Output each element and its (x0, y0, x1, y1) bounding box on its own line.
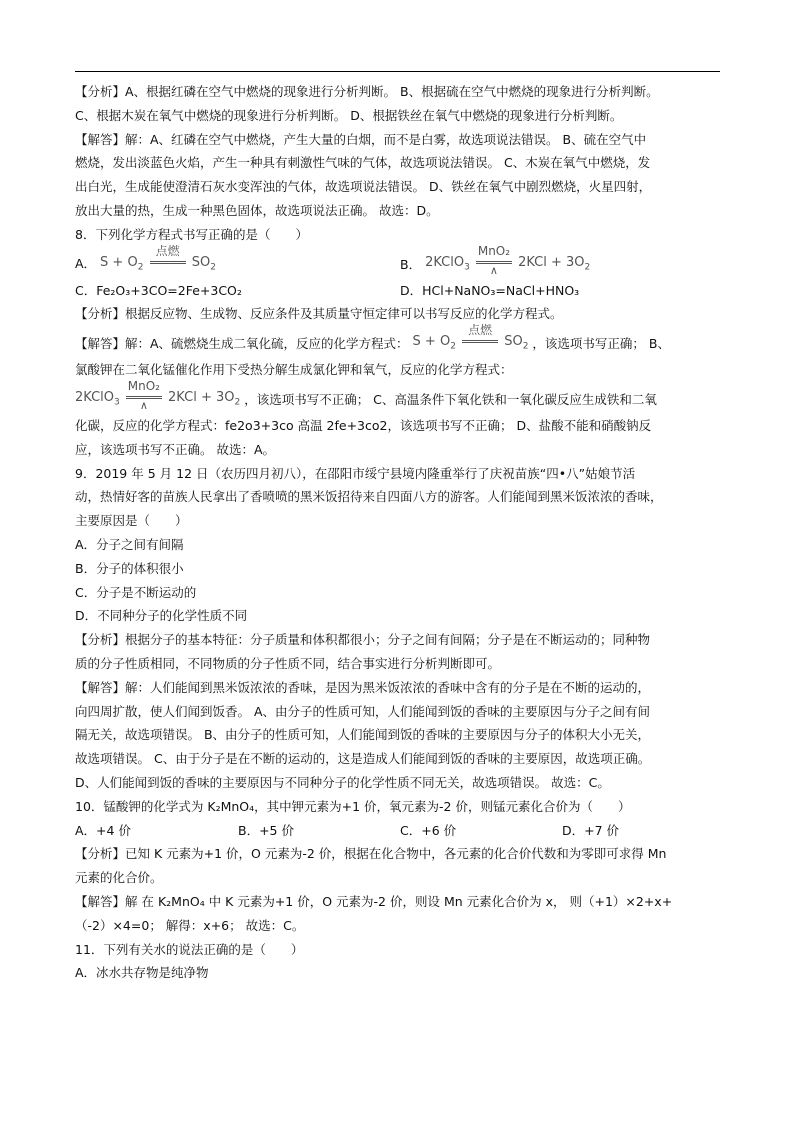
option-label: A． (75, 256, 97, 272)
q10-options (75, 819, 735, 843)
option-label: B． (400, 256, 422, 272)
equation-s-o2: $S + O_2$ 点燃 $SO_2$ (100, 247, 216, 284)
equation-kclo3: 2KClO$_3$ MnO₂ ∧ $2KCl + 3O_2$ (75, 378, 241, 412)
q8-analysis: 【分析】根据反应物、生成物、反应条件及其质量守恒定律可以书写反应的化学方程式。 (75, 306, 563, 322)
q8-stem: 8．下列化学方程式书写正确的是（ ） (75, 226, 308, 242)
q10-option-c: C．+6 价 (400, 822, 457, 838)
q8-answer-line: 氯酸钾在二氧化锰催化作用下受热分解生成氯化钾和氧气，反应的化学方程式： (75, 362, 513, 378)
q9-answer: 【解答】解：人们能闻到黑米饭浓浓的香味，是因为黑米饭浓浓的香味中含有的分子是在不断的运动的， (75, 679, 651, 695)
q10-answer: 【解答】解 在 K₂MnO₄ 中 K 元素为+1 价，O 元素为-2 价，则设 Mn 元素化合价为 x， 则（+1）×2+x+ (75, 893, 673, 909)
q7-analysis-line: 【分析】A、根据红磷在空气中燃烧的现象进行分析判断。 B、根据硫在空气中燃烧的现象进行分析判断。 (75, 84, 659, 99)
q9-answer: D、人们能闻到饭的香味的主要原因与不同种分子的化学性质不同无关，故选项错误。 故选：C。 (75, 774, 610, 790)
q8-options-ab (75, 243, 735, 279)
q10-option-a: A．+4 价 (75, 822, 131, 838)
q11-stem: 11．下列有关水的说法正确的是（ ） (75, 941, 304, 957)
header-rule (75, 71, 720, 72)
q9-line: 主要原因是（ ） (75, 513, 188, 529)
q10-option-b: B．+5 价 (238, 822, 294, 838)
q7-answer-line: 放出大量的热，生成一种黑色固体，故选项说法正确。 故选：D。 (75, 202, 439, 218)
q8-options-cd (75, 279, 735, 303)
q9-analysis: 【分析】根据分子的基本特征：分子质量和体积都很小；分子之间有间隔；分子是在不断运动的；同种物 (75, 632, 651, 648)
q9-answer: 隔无关，故选项错误。 B、由分子的性质可知，人们能闻到饭的香味的主要原因与分子的体积大小无关， (75, 727, 651, 743)
q8-answer-line: 化碳，反应的化学方程式：fe2o3+3co 高温 2fe+3co2，该选项书写不正确； D、盐酸不能和硝酸钠反 (75, 417, 652, 433)
q9-option: D．不同种分子的化学性质不同 (75, 608, 248, 624)
q8-option-d: D．HCl+NaNO₃=NaCl+HNO₃ (400, 282, 580, 298)
q9-option: B．分子的体积很小 (75, 560, 184, 576)
document-body (75, 80, 735, 985)
q10-option-d: D．+7 价 (562, 822, 620, 838)
equation-kclo3: 2KClO$_3$ MnO₂ ∧ $2KCl + 3O_2$ (425, 247, 590, 284)
q8-option-c: C．Fe₂O₃+3CO=2Fe+3CO₂ (75, 282, 242, 298)
q10-analysis: 【分析】已知 K 元素为+1 价，O 元素为-2 价，根据在化合物中，各元素的化合价代数和为零即可求得 Mn (75, 846, 667, 862)
q9-option: A．分子之间有间隔 (75, 536, 184, 552)
q9-analysis: 质的分子性质相同，不同物质的分子性质不同，结合事实进行分析判断即可。 (75, 655, 501, 671)
q11-option-a: A．冰水共存物是纯净物 (75, 965, 209, 981)
q9-answer: 向四周扩散，使人们闻到饭香。 A、由分子的性质可知，人们能闻到饭的香味的主要原因与分子之间有间 (75, 703, 651, 719)
q7-answer-line: 【解答】解：A、红磷在空气中燃烧，产生大量的白烟，而不是白雾，故选项说法错误。 B、硫在空气中 (75, 131, 647, 147)
q10-answer: （-2）×4=0； 解得：x+6； 故选：C。 (75, 917, 305, 933)
q8-option-a (75, 243, 216, 273)
equation-s-o2: $S + O_2$ 点燃 $SO_2$ (412, 323, 529, 352)
q8-answer-line: 2KClO$_3$ MnO₂ ∧ $2KCl + 3O_2$ ，该选项书写不正确； C、高温条件下氧化铁和一氧化碳反应生成铁和二氧 (75, 382, 735, 414)
q10-stem: 10．锰酸钾的化学式为 K₂MnO₄，其中钾元素为+1 价，氧元素为-2 价，则锰元素化合价为（ ） (75, 798, 631, 814)
q9-line: 动，热情好客的苗族人民拿出了香喷喷的黑米饭招待来自四面八方的游客。人们能闻到黑米饭浓浓的香味， (75, 489, 663, 505)
q10-analysis: 元素的化合价。 (75, 870, 163, 886)
reaction-condition: 点燃 (155, 243, 180, 258)
q8-answer-line: 应，该选项书写不正确。 故选：A。 (75, 441, 276, 457)
q9-line: 9．2019 年 5 月 12 日（农历四月初八），在邵阳市绥宁县境内隆重举行了庆祝苗族“四•八”姑娘节活 (75, 465, 636, 481)
q7-answer-line: 出白光，生成能使澄清石灰水变浑浊的气体，故选项说法错误。 D、铁丝在氧气中剧烈燃烧，火星四射， (75, 179, 652, 195)
q9-option: C．分子是不断运动的 (75, 584, 197, 600)
q7-analysis-line: C、根据木炭在氧气中燃烧的现象进行分析判断。 D、根据铁丝在氧气中燃烧的现象进行分析判断。 (75, 107, 623, 123)
q8-answer-line: 【解答】解：A、硫燃烧生成二氧化硫，反应的化学方程式： $S + O_2$ 点燃 $SO_2$ ，该选项书写正确； B、 (75, 326, 735, 358)
q9-answer: 故选项错误。 C、由于分子是在不断的运动的，这是造成人们能闻到饭的香味的主要原因，故选项正确。 (75, 751, 651, 767)
reaction-condition: MnO₂ (477, 243, 511, 258)
q7-answer-line: 燃烧，发出淡蓝色火焰，产生一种具有刺激性气味的气体，故选项说法错误。 C、木炭在氧气中燃烧，发 (75, 155, 651, 171)
